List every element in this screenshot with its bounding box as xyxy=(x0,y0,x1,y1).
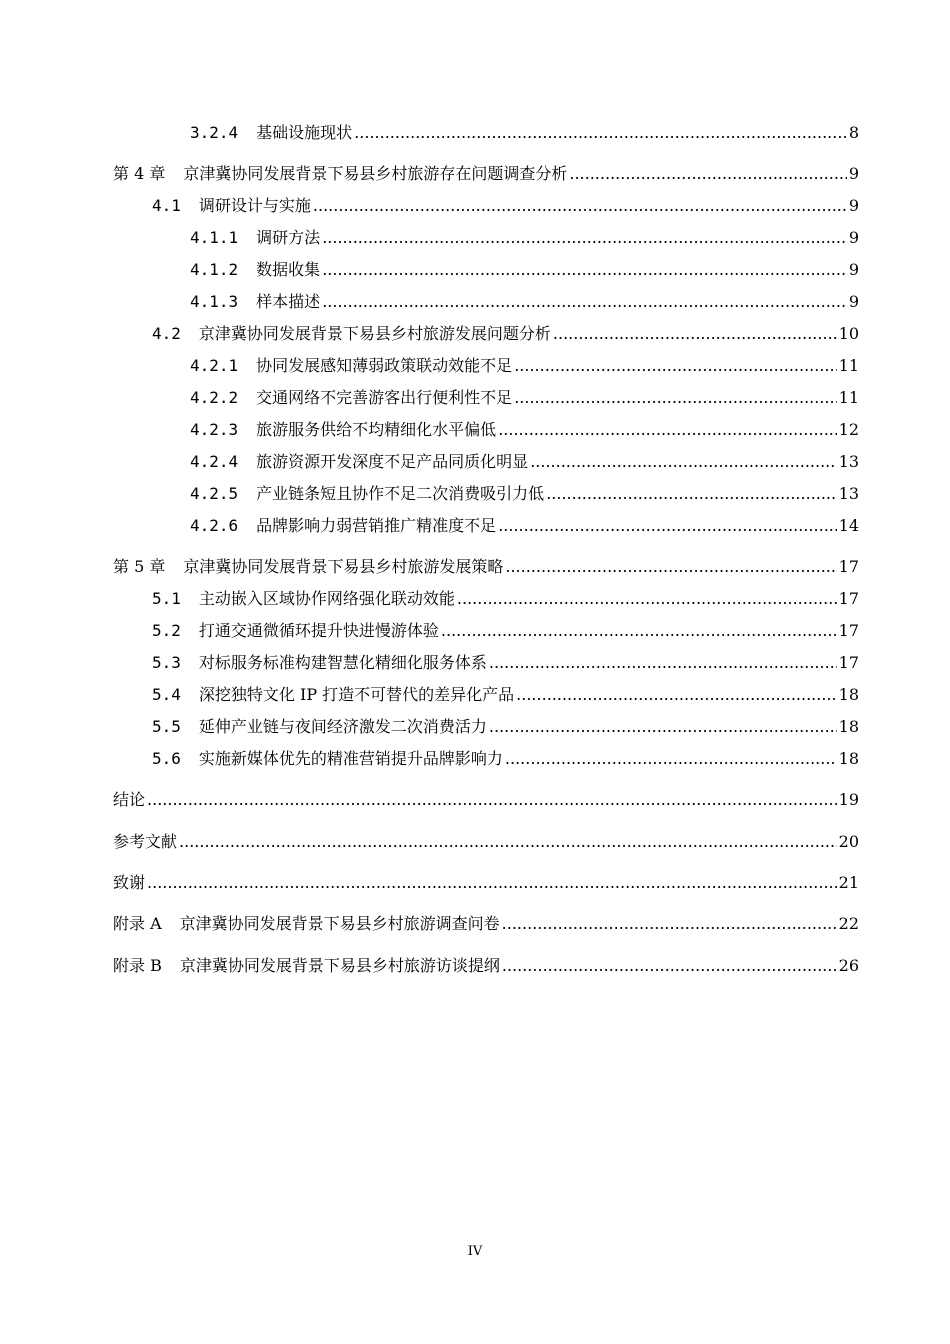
toc-entry-number: 第 5 章 xyxy=(113,557,166,576)
toc-entry-number: 4.2.6 xyxy=(190,516,239,535)
toc-entry[interactable] xyxy=(190,356,859,376)
toc-entry[interactable] xyxy=(113,873,859,893)
toc-entry-page-number: 18 xyxy=(838,685,859,704)
toc-dot-leader xyxy=(313,196,847,216)
toc-entry-number: 5.3 xyxy=(152,653,181,672)
toc-dot-leader xyxy=(322,228,847,248)
toc-entry[interactable] xyxy=(190,388,859,408)
toc-entry-number: 3.2.4 xyxy=(190,123,239,142)
toc-entry-page-number: 11 xyxy=(838,388,859,407)
toc-entry-number: 4.2.1 xyxy=(190,356,239,375)
toc-entry[interactable] xyxy=(113,557,859,577)
toc-dot-leader xyxy=(354,123,847,143)
toc-entry-page-number: 21 xyxy=(838,873,859,892)
toc-entry-title: 数据收集 xyxy=(256,260,321,279)
toc-dot-leader xyxy=(322,292,847,312)
toc-entry-title: 基础设施现状 xyxy=(256,123,353,142)
toc-entry[interactable] xyxy=(152,589,859,609)
toc-dot-leader xyxy=(322,260,847,280)
toc-entry-title: 旅游资源开发深度不足产品同质化明显 xyxy=(256,452,529,471)
toc-entry-number: 附录 A xyxy=(113,914,162,933)
toc-entry-number: 4.2.3 xyxy=(190,420,239,439)
toc-entry-title: 打通交通微循环提升快进慢游体验 xyxy=(198,621,439,640)
toc-entry-page-number: 13 xyxy=(838,484,859,503)
toc-entry-page-number: 14 xyxy=(838,516,859,535)
toc-entry-page-number: 9 xyxy=(848,292,859,311)
toc-entry-number: 4.1.2 xyxy=(190,260,239,279)
toc-entry[interactable] xyxy=(152,621,859,641)
toc-dot-leader xyxy=(489,717,837,737)
toc-entry-number: 4.2.2 xyxy=(190,388,239,407)
toc-entry-page-number: 17 xyxy=(838,589,859,608)
toc-entry-title: 深挖独特文化 IP 打造不可替代的差异化产品 xyxy=(198,685,515,704)
toc-entry-page-number: 9 xyxy=(848,164,859,183)
toc-entry-page-number: 9 xyxy=(848,196,859,215)
toc-entry[interactable] xyxy=(113,914,859,934)
toc-entry[interactable] xyxy=(152,196,859,216)
toc-entry[interactable] xyxy=(190,260,859,280)
toc-entry-page-number: 17 xyxy=(838,621,859,640)
toc-dot-leader xyxy=(489,653,837,673)
toc-entry-page-number: 17 xyxy=(838,557,859,576)
toc-entry-page-number: 11 xyxy=(838,356,859,375)
toc-entry-title: 京津冀协同发展背景下易县乡村旅游发展问题分析 xyxy=(198,324,551,343)
toc-dot-leader xyxy=(514,388,836,408)
toc-entry-page-number: 13 xyxy=(838,452,859,471)
toc-entry-page-number: 10 xyxy=(838,324,859,343)
toc-dot-leader xyxy=(457,589,837,609)
toc-entry-number: 4.2.4 xyxy=(190,452,239,471)
toc-entry-number: 5.5 xyxy=(152,717,181,736)
toc-dot-leader xyxy=(569,164,846,184)
toc-dot-leader xyxy=(546,484,836,504)
toc-entry-title: 调研设计与实施 xyxy=(198,196,311,215)
toc-entry[interactable] xyxy=(113,832,859,852)
toc-entry-title: 延伸产业链与夜间经济激发二次消费活力 xyxy=(198,717,487,736)
toc-entry[interactable] xyxy=(190,452,859,472)
toc-entry-number: 5.1 xyxy=(152,589,181,608)
toc-dot-leader xyxy=(179,832,837,852)
toc-entry-number: 4.2 xyxy=(152,324,181,343)
toc-entry[interactable] xyxy=(152,717,859,737)
toc-entry-title: 京津冀协同发展背景下易县乡村旅游发展策略 xyxy=(183,557,504,576)
toc-entry-number: 5.2 xyxy=(152,621,181,640)
toc-entry[interactable] xyxy=(152,685,859,705)
toc-entry[interactable] xyxy=(113,790,859,810)
toc-entry[interactable] xyxy=(152,324,859,344)
toc-entry-title: 主动嵌入区域协作网络强化联动效能 xyxy=(198,589,455,608)
toc-dot-leader xyxy=(498,516,836,536)
toc-entry[interactable] xyxy=(190,420,859,440)
toc-entry-title: 调研方法 xyxy=(256,228,321,247)
toc-entry[interactable] xyxy=(152,749,859,769)
toc-entry-page-number: 12 xyxy=(838,420,859,439)
toc-entry-title: 旅游服务供给不均精细化水平偏低 xyxy=(256,420,497,439)
toc-entry-title: 京津冀协同发展背景下易县乡村旅游访谈提纲 xyxy=(179,956,500,975)
toc-entry-number: 4.2.5 xyxy=(190,484,239,503)
toc-entry-title: 京津冀协同发展背景下易县乡村旅游存在问题调查分析 xyxy=(183,164,568,183)
toc-entry-title: 实施新媒体优先的精准营销提升品牌影响力 xyxy=(198,749,503,768)
toc-dot-leader xyxy=(498,420,836,440)
toc-entry-page-number: 18 xyxy=(838,717,859,736)
toc-dot-leader xyxy=(147,790,837,810)
toc-entry[interactable] xyxy=(152,653,859,673)
toc-entry[interactable] xyxy=(190,484,859,504)
toc-dot-leader xyxy=(147,873,837,893)
toc-entry-page-number: 17 xyxy=(838,653,859,672)
page-number-footer: IV xyxy=(467,1244,483,1259)
toc-dot-leader xyxy=(516,685,836,705)
toc-entry[interactable] xyxy=(190,516,859,536)
toc-entry[interactable] xyxy=(190,292,859,312)
toc-entry-title: 交通网络不完善游客出行便利性不足 xyxy=(256,388,513,407)
toc-entry-title: 参考文献 xyxy=(113,832,178,851)
toc-entry-title: 结论 xyxy=(113,790,146,809)
toc-dot-leader xyxy=(553,324,837,344)
toc-entry-title: 致谢 xyxy=(113,873,146,892)
toc-entry-page-number: 26 xyxy=(838,956,859,975)
toc-entry-number: 4.1.1 xyxy=(190,228,239,247)
toc-entry-title: 协同发展感知薄弱政策联动效能不足 xyxy=(256,356,513,375)
toc-entry-number: 4.1 xyxy=(152,196,181,215)
toc-dot-leader xyxy=(505,749,837,769)
toc-entry-page-number: 8 xyxy=(848,123,859,142)
toc-entry-title: 品牌影响力弱营销推广精准度不足 xyxy=(256,516,497,535)
toc-entry-title: 对标服务标准构建智慧化精细化服务体系 xyxy=(198,653,487,672)
toc-entry-page-number: 20 xyxy=(838,832,859,851)
toc-entry-number: 5.4 xyxy=(152,685,181,704)
toc-entry-page-number: 9 xyxy=(848,228,859,247)
toc-entry-number: 4.1.3 xyxy=(190,292,239,311)
toc-entry-page-number: 18 xyxy=(838,749,859,768)
toc-entry-page-number: 9 xyxy=(848,260,859,279)
toc-dot-leader xyxy=(441,621,837,641)
toc-dot-leader xyxy=(502,956,837,976)
toc-entry[interactable] xyxy=(190,228,859,248)
toc-entry-page-number: 19 xyxy=(838,790,859,809)
toc-entry-page-number: 22 xyxy=(838,914,859,933)
toc-dot-leader xyxy=(530,452,836,472)
toc-entry-number: 5.6 xyxy=(152,749,181,768)
toc-dot-leader xyxy=(514,356,836,376)
toc-entry-title: 样本描述 xyxy=(256,292,321,311)
toc-entry-title: 产业链条短且协作不足二次消费吸引力低 xyxy=(256,484,545,503)
toc-entry-number: 附录 B xyxy=(113,956,162,975)
toc-entry[interactable] xyxy=(190,123,859,143)
toc-entry[interactable] xyxy=(113,956,859,976)
toc-dot-leader xyxy=(505,557,836,577)
toc-entry-title: 京津冀协同发展背景下易县乡村旅游调查问卷 xyxy=(179,914,500,933)
toc-dot-leader xyxy=(502,914,837,934)
toc-entry[interactable] xyxy=(113,164,859,184)
toc-entry-number: 第 4 章 xyxy=(113,164,166,183)
